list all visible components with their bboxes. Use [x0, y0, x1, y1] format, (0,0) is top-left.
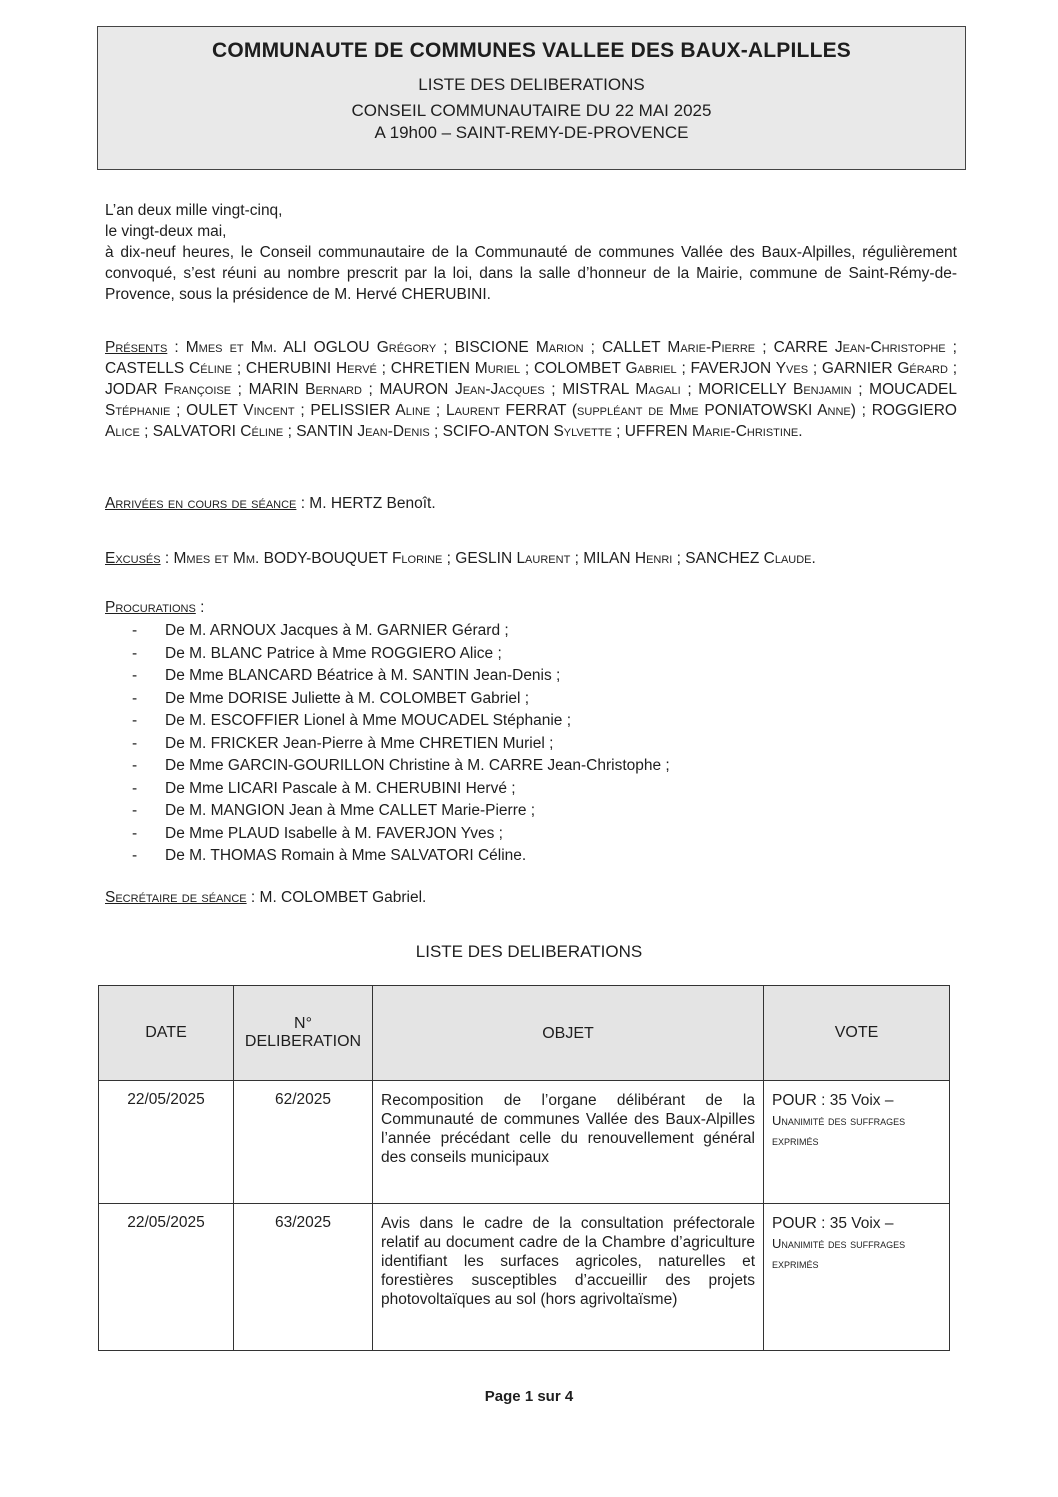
page-number: Page 1 sur 4	[484, 1388, 574, 1405]
row-date: 22/05/2025	[99, 1081, 234, 1204]
vote-sub: Unanimité des suffrages exprimés	[772, 1236, 906, 1271]
deliberations-heading: LISTE DES DELIBERATIONS	[415, 942, 643, 961]
procurations-label: Procurations	[105, 599, 196, 616]
row-objet: Recomposition de l’organe délibérant de la Communauté de communes Vallée des Baux-Alpilles l’année précédant celle du renouvellement général des conseils municipaux	[373, 1081, 764, 1204]
row-vote	[764, 1204, 950, 1351]
secretary-text: : M. COLOMBET Gabriel.	[246, 889, 427, 906]
list-item: - De Mme BLANCARD Béatrice à M. SANTIN Jean-Denis ;	[130, 665, 670, 688]
arrivals-text: : M. HERTZ Benoît.	[296, 495, 436, 512]
intro-paragraph: à dix-neuf heures, le Conseil communautaire de la Communauté de communes Vallée des Baux-Alpilles, régulièrement convoqué, s’est réuni au nombre prescrit par la loi, dans la salle d’honneur de la Mairie, commune de Saint-Rémy-de-Provence, sous la présidence de M. Hervé CHERUBINI.	[105, 244, 957, 303]
arrivals-section	[105, 493, 957, 514]
row-date: 22/05/2025	[99, 1204, 234, 1351]
deliberations-table	[98, 985, 950, 1351]
list-item: - De M. ARNOUX Jacques à M. GARNIER Gérard ;	[130, 620, 670, 643]
meeting-line: CONSEIL COMMUNAUTAIRE DU 22 MAI 2025	[351, 101, 712, 120]
col-date-header: DATE	[99, 986, 234, 1081]
arrivals-label: Arrivées en cours de séance	[105, 495, 297, 512]
row-vote	[764, 1081, 950, 1204]
row-objet: Avis dans le cadre de la consultation préfectorale relatif au document cadre de la Chambre d’agriculture identifiant les surfaces agricoles, naturelles et forestières susceptibles d’accueillir des projets photovoltaïques au sol (hors agrivoltaïsme)	[373, 1204, 764, 1351]
header-box	[97, 26, 966, 170]
intro-line-2: le vingt-deux mai,	[105, 223, 227, 240]
presents-text: : Mmes et Mm. ALI OGLOU Grégory ; BISCIONE Marion ; CALLET Marie-Pierre ; CARRE Jean-Christophe ; CASTELLS Céline ; CHERUBINI Hervé ; CHRETIEN Muriel ; COLOMBET Gabriel ; FAVERJON Yves ; GARNIER Gérard ; JODAR Françoise ; MARIN Bernard ; MAURON Jean-Jacques ; MISTRAL Magali ; MORICELLY Benjamin ; MOUCADEL Stéphanie ; OULET Vincent ; PELISSIER Aline ; Laurent FERRAT (suppléant de Mme PONIATOWSKI Anne) ; ROGGIERO Alice ; SALVATORI Céline ; SANTIN Jean-Denis ; SCIFO-ANTON Sylvette ; UFFREN Marie-Christine.	[105, 339, 957, 440]
list-item: - De Mme PLAUD Isabelle à M. FAVERJON Yves ;	[130, 823, 670, 846]
list-item: - De M. ESCOFFIER Lionel à Mme MOUCADEL Stéphanie ;	[130, 710, 670, 733]
presents-label: Présents	[105, 339, 168, 356]
excuses-text: : Mmes et Mm. BODY-BOUQUET Florine ; GESLIN Laurent ; MILAN Henri ; SANCHEZ Claude.	[160, 550, 816, 567]
list-item: - De Mme DORISE Juliette à M. COLOMBET Gabriel ;	[130, 688, 670, 711]
table-row	[99, 1081, 950, 1204]
intro-line-1: L’an deux mille vingt-cinq,	[105, 202, 283, 219]
presents-section	[105, 337, 957, 442]
list-item: - De M. FRICKER Jean-Pierre à Mme CHRETIEN Muriel ;	[130, 733, 670, 756]
row-num: 62/2025	[234, 1081, 373, 1204]
col-num-header-line1: N°	[294, 1015, 312, 1032]
excuses-section	[105, 548, 957, 569]
procurations-suffix: :	[195, 599, 205, 616]
vote-main: POUR : 35 Voix –	[772, 1215, 894, 1232]
time-place-line: A 19h00 – SAINT-REMY-DE-PROVENCE	[374, 123, 689, 142]
list-item: - De Mme GARCIN-GOURILLON Christine à M. CARRE Jean-Christophe ;	[130, 755, 670, 778]
list-item: - De M. MANGION Jean à Mme CALLET Marie-Pierre ;	[130, 800, 670, 823]
table-row	[99, 1204, 950, 1351]
procurations-list	[130, 620, 670, 868]
col-num-header-line2: DELIBERATION	[244, 1033, 362, 1050]
table-header-row	[99, 986, 950, 1081]
list-item: - De Mme LICARI Pascale à M. CHERUBINI Hervé ;	[130, 778, 670, 801]
header-title: COMMUNAUTE DE COMMUNES VALLEE DES BAUX-ALPILLES	[211, 39, 852, 62]
row-num: 63/2025	[234, 1204, 373, 1351]
procurations-section	[105, 597, 957, 618]
list-item: - De M. THOMAS Romain à Mme SALVATORI Céline.	[130, 845, 670, 868]
excuses-label: Excusés	[105, 550, 161, 567]
list-item: - De M. BLANC Patrice à Mme ROGGIERO Alice ;	[130, 643, 670, 666]
secretary-section	[105, 887, 957, 908]
col-objet-header: OBJET	[373, 986, 764, 1081]
secretary-label: Secrétaire de séance	[105, 889, 247, 906]
col-num-header	[234, 986, 373, 1081]
header-subtitle: LISTE DES DELIBERATIONS	[418, 75, 645, 94]
intro	[105, 200, 957, 305]
vote-main: POUR : 35 Voix –	[772, 1092, 894, 1109]
vote-sub: Unanimité des suffrages exprimés	[772, 1113, 906, 1148]
col-vote-header: VOTE	[764, 986, 950, 1081]
